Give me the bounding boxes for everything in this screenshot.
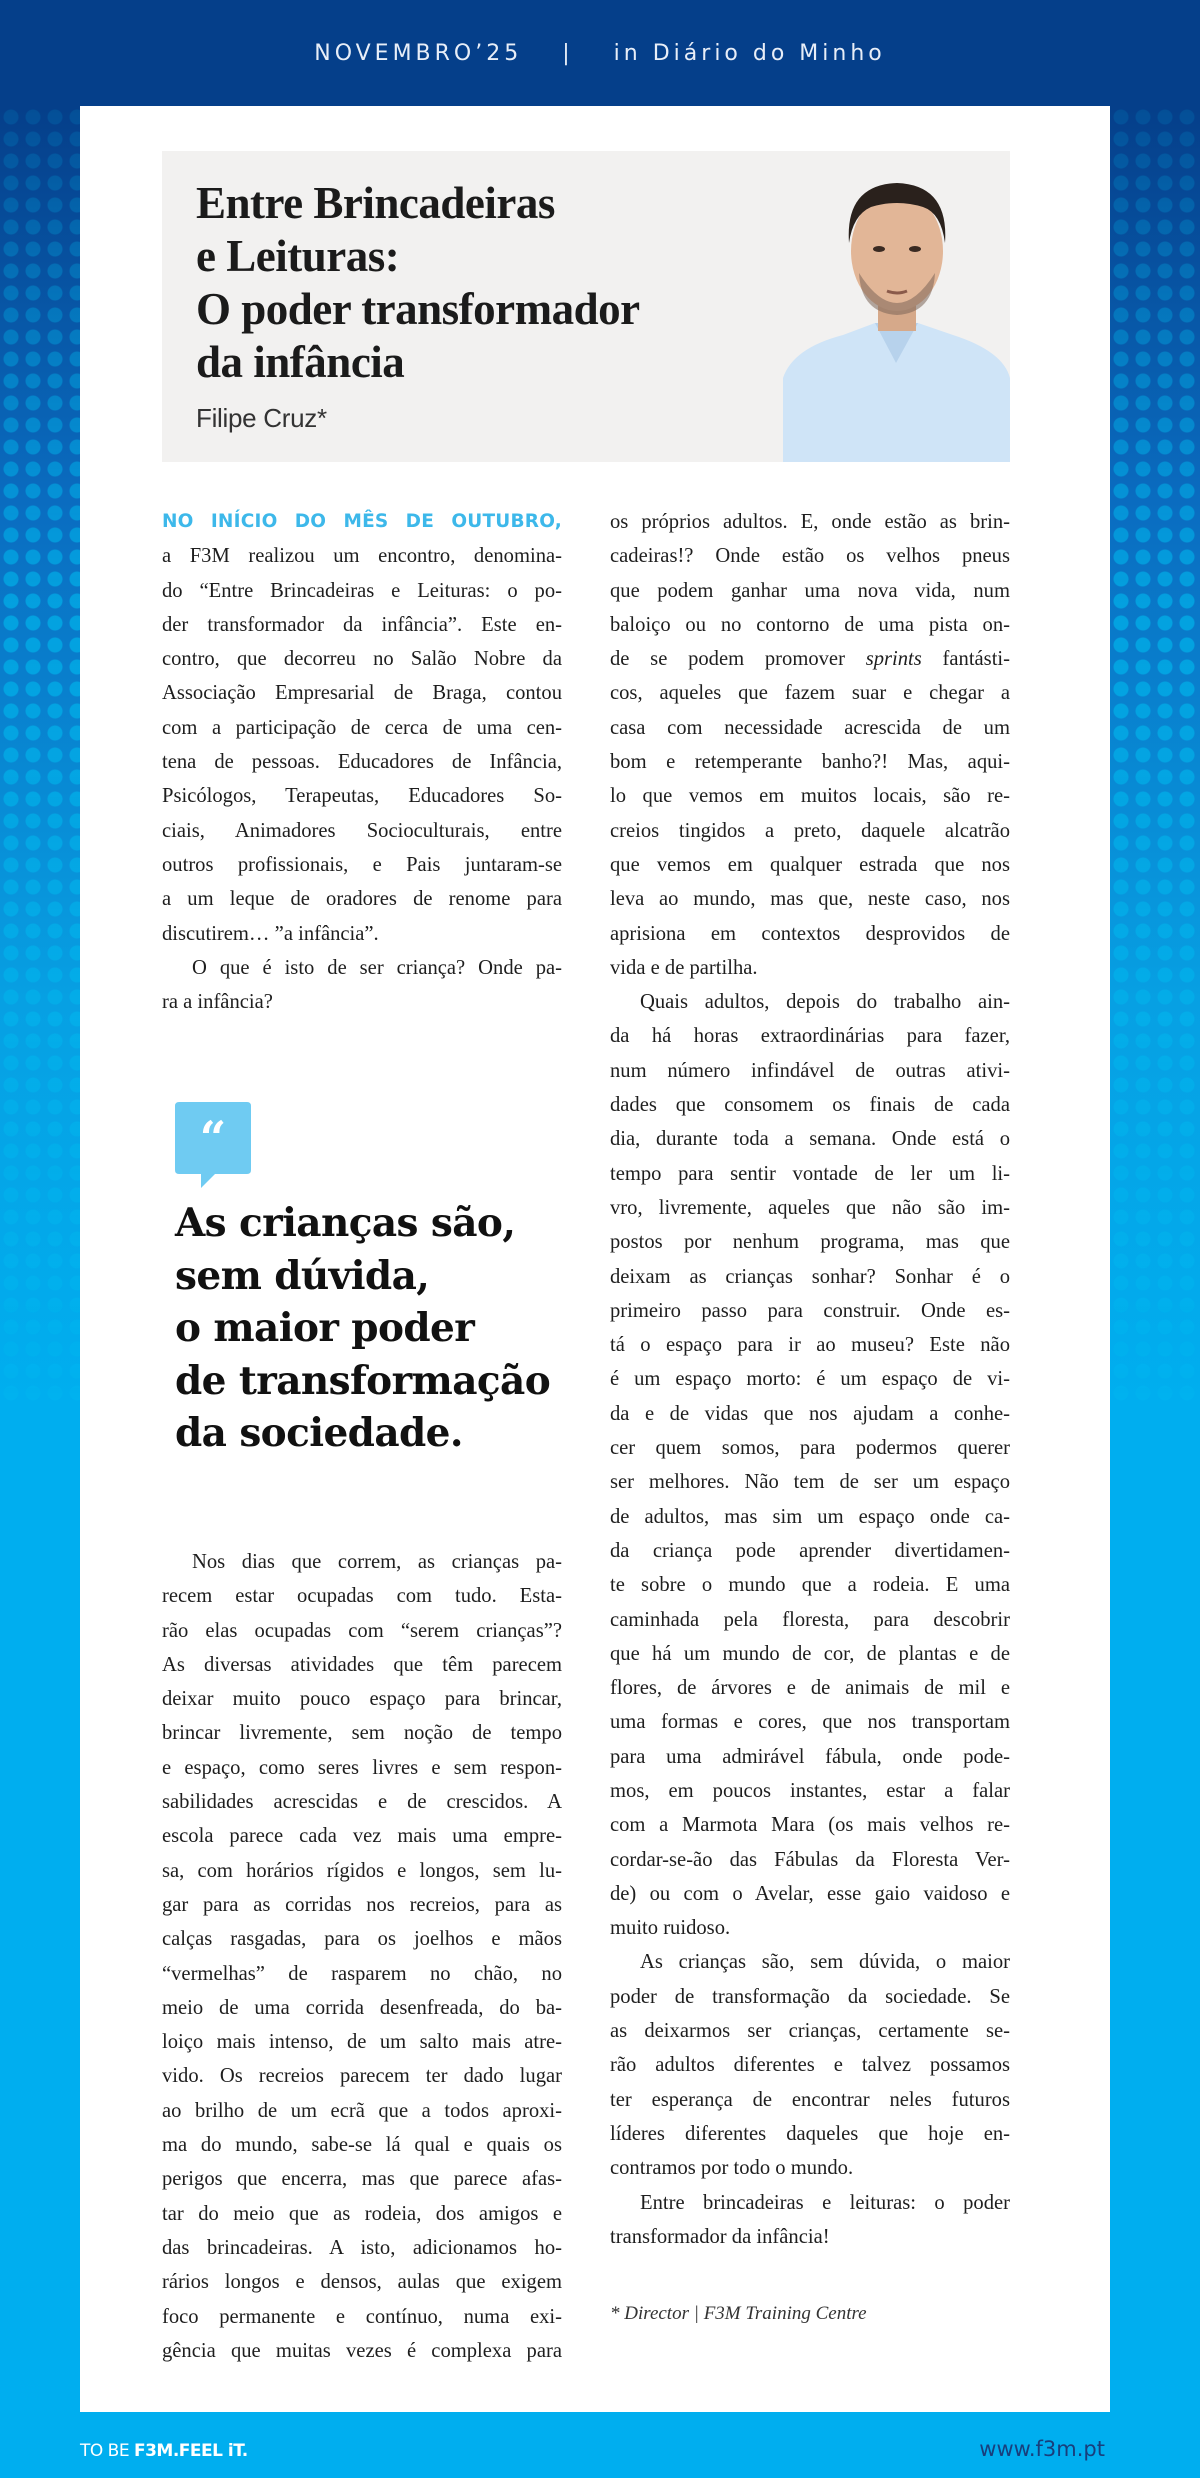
- paragraph: [162, 951, 562, 1020]
- halftone-pattern-left: [0, 106, 80, 1406]
- text-line: rários longos e densos, aulas que exigem: [162, 2271, 562, 2294]
- text-line: que vemos em qualquer estrada que nos: [610, 853, 1010, 876]
- text-line: bom e retemperante banho?! Mas, aqui-: [610, 751, 1010, 774]
- text-line: a um leque de oradores de renome para: [162, 888, 562, 911]
- text-line: das brincadeiras. A isto, adicionamos ho-: [162, 2236, 562, 2259]
- slogan-brand: F3M.FEEL iT.: [133, 2441, 248, 2461]
- text-line: aprisiona em contextos desprovidos de: [610, 922, 1010, 945]
- text-line: da criança pode aprender divertidamen-: [610, 1539, 1010, 1562]
- text-line: Associação Empresarial de Braga, contou: [162, 682, 562, 705]
- text-line: tá o espaço para ir ao museu? Este não: [610, 1334, 1010, 1357]
- text-line: Entre brincadeiras e leituras: o poder: [640, 2191, 1010, 2214]
- issue-date: NOVEMBRO’25: [314, 40, 523, 66]
- paragraph: [610, 985, 1010, 1945]
- text-line: de adultos, mas sim um espaço onde ca-: [610, 1505, 1010, 1528]
- text-line: as deixarmos ser crianças, certamente se-: [610, 2020, 1010, 2043]
- text-line: que podem ganhar uma nova vida, num: [610, 579, 1010, 602]
- text-line: creios tingidos a preto, daquele alcatrão: [610, 819, 1010, 842]
- text-line: tempo para sentir vontade de ler um li-: [610, 1162, 1010, 1185]
- text-line: flores, de árvores e de animais de mil e: [610, 1677, 1010, 1700]
- title-line: e Leituras:: [196, 231, 400, 281]
- page-header: [0, 0, 1200, 106]
- italic-text: sprints: [865, 648, 922, 671]
- text-line: foco permanente e contínuo, numa exi-: [162, 2305, 562, 2328]
- text-line: líderes diferentes daqueles que hoje en-: [610, 2122, 1010, 2145]
- header-separator: |: [562, 40, 574, 66]
- text-segment: fantásti-: [921, 648, 1010, 671]
- pull-quote-line: de transformação: [175, 1357, 551, 1404]
- text-line: com a participação de cerca de uma cen-: [162, 716, 562, 739]
- footer-website-link[interactable]: www.f3m.pt: [979, 2437, 1105, 2461]
- text-line: ter esperança de encontrar neles futuros: [610, 2088, 1010, 2111]
- text-line: meio de uma corrida desenfreada, do ba-: [162, 1996, 562, 2019]
- text-line: sabilidades acrescidas e de crescidos. A: [162, 1791, 562, 1814]
- pull-quote-line: As crianças são,: [175, 1200, 516, 1246]
- lead-in: NO INÍCIO DO MÊS DE OUTUBRO,: [162, 511, 562, 532]
- text-line: contramos por todo o mundo.: [610, 2157, 854, 2180]
- text-line: ser melhores. Não tem de ser um espaço: [610, 1471, 1010, 1494]
- pull-quote: [175, 1197, 550, 1460]
- text-line: vido. Os recreios parecem ter dado lugar: [162, 2065, 562, 2088]
- text-line: baloiço ou no contorno de uma pista on-: [610, 613, 1010, 636]
- text-line: deixam as crianças sonhar? Sonhar é o: [610, 1265, 1010, 1288]
- text-line: cer quem somos, para podermos querer: [610, 1437, 1010, 1460]
- title-line: Entre Brincadeiras: [196, 178, 555, 228]
- text-line: rão elas ocupadas com “serem crianças”?: [162, 1619, 562, 1642]
- text-line: leva ao mundo, mas que, neste caso, nos: [610, 888, 1010, 911]
- text-line: outros profissionais, e Pais juntaram-se: [162, 853, 562, 876]
- paragraph: [162, 1545, 562, 2368]
- text-line: poder de transformação da sociedade. Se: [610, 1985, 1010, 2008]
- text-line: lo que vemos em muitos locais, são re-: [610, 785, 1010, 808]
- text-line: que há um mundo de cor, de plantas e de: [610, 1642, 1010, 1665]
- text-line: os próprios adultos. E, onde estão as brin-: [610, 511, 1010, 533]
- text-line: e espaço, como seres livres e sem respon-: [162, 1756, 562, 1779]
- text-line: postos por nenhum programa, mas que: [610, 1231, 1010, 1254]
- text-line: de) ou com o Avelar, esse gaio vaidoso e: [610, 1882, 1010, 1905]
- text-line: é um espaço morto: é um espaço de vi-: [610, 1368, 1010, 1391]
- text-line: dia, durante toda a semana. Onde está o: [610, 1128, 1010, 1151]
- text-line: Quais adultos, depois do trabalho ain-: [640, 991, 1010, 1014]
- text-line: casa com necessidade acrescida de um: [610, 716, 1010, 739]
- text-line: muito ruidoso.: [610, 1917, 731, 1940]
- text-line: caminhada pela floresta, para descobrir: [610, 1608, 1010, 1631]
- text-line: da e de vidas que nos ajudam a conhe-: [610, 1402, 1010, 1425]
- article-author: Filipe Cruz*: [196, 403, 327, 433]
- text-line: sa, com horários rígidos e longos, sem lu-: [162, 1859, 562, 1882]
- publication-name: [614, 41, 886, 66]
- text-line: mos, em poucos instantes, estar a falar: [610, 1779, 1010, 1802]
- text-line: tar do meio que as rodeia, dos amigos e: [162, 2202, 562, 2225]
- text-line: As crianças são, sem dúvida, o maior: [640, 1951, 1010, 1974]
- pull-quote-line: o maior poder: [175, 1305, 475, 1351]
- text-line: [610, 642, 1010, 676]
- text-line: der transformador da infância”. Este en-: [162, 613, 562, 636]
- text-line: cadeiras!? Onde estão os velhos pneus: [610, 545, 1010, 568]
- text-line: Nos dias que correm, as crianças pa-: [192, 1551, 562, 1573]
- pull-quote-line: da sociedade.: [175, 1410, 463, 1456]
- text-line: transformador da infância!: [610, 2225, 830, 2248]
- footer-slogan: [80, 2441, 248, 2461]
- halftone-pattern-right: [1110, 106, 1200, 1406]
- left-column-top: [162, 505, 562, 1019]
- text-line: primeiro passo para construir. Onde es-: [610, 1299, 1010, 1322]
- text-line: calças rasgadas, para os joelhos e mãos: [162, 1928, 562, 1951]
- text-line: perigos que encerra, mas que parece afas-: [162, 2168, 562, 2191]
- paragraph: [610, 1945, 1010, 2185]
- svg-text:“: “: [199, 1111, 227, 1165]
- paragraph: [610, 2186, 1010, 2255]
- article-title-box: [162, 151, 1010, 462]
- slogan-prefix: TO BE: [80, 2441, 130, 2461]
- text-line: deixar muito pouco espaço para brincar,: [162, 1688, 562, 1711]
- text-line: gar para as corridas nos recreios, para as: [162, 1893, 562, 1916]
- quote-bubble-icon: [175, 1102, 251, 1188]
- paragraph: [610, 505, 1010, 985]
- pull-quote-line: sem dúvida,: [175, 1252, 430, 1299]
- text-line: cos, aqueles que fazem suar e chegar a: [610, 682, 1010, 705]
- text-line: escola parece cada vez mais uma empre-: [162, 1825, 562, 1848]
- text-line: a F3M realizou um encontro, denomina-: [162, 545, 562, 568]
- text-line: uma formas e cores, que nos transportam: [610, 1711, 1010, 1734]
- author-footnote: * Director | F3M Training Centre: [610, 2303, 867, 2324]
- text-line: loiço mais intenso, de um salto mais atre-: [162, 2031, 562, 2054]
- text-line: contro, que decorreu no Salão Nobre da: [162, 648, 562, 671]
- text-line: recem estar ocupadas com tudo. Esta-: [162, 1585, 562, 1608]
- publication-title: Diário do Minho: [652, 40, 886, 66]
- text-line: ma do mundo, sabe-se lá qual e quais os: [162, 2134, 562, 2157]
- text-line: tena de pessoas. Educadores de Infância,: [162, 751, 562, 774]
- text-line: dades que consomem os finais de cada: [610, 1094, 1010, 1117]
- text-segment: de se podem promover: [610, 648, 866, 671]
- title-line: da infância: [196, 337, 405, 387]
- text-line: num número infindável de outras ativi-: [610, 1059, 1010, 1082]
- text-line: da há horas extraordinárias para fazer,: [610, 1025, 1010, 1048]
- text-line: gência que muitas vezes é complexa para: [162, 2339, 562, 2362]
- text-line: cordar-se-ão das Fábulas da Floresta Ver-: [610, 1848, 1010, 1871]
- text-line: te sobre o mundo que a rodeia. E uma: [610, 1574, 1010, 1597]
- text-line: discutirem… ”a infância”.: [162, 922, 379, 945]
- author-photo: [783, 163, 1010, 462]
- text-line: ciais, Animadores Socioculturais, entre: [162, 819, 562, 842]
- text-line: “vermelhas” de rasparem no chão, no: [162, 1962, 562, 1985]
- text-line: vro, livremente, aqueles que não são im-: [610, 1196, 1010, 1219]
- text-line: ao brilho de um ecrã que a todos aproxi-: [162, 2099, 562, 2122]
- text-line: O que é isto de ser criança? Onde pa-: [192, 956, 562, 979]
- text-line: brincar livremente, sem noção de tempo: [162, 1722, 562, 1745]
- text-line: Psicólogos, Terapeutas, Educadores So-: [162, 785, 562, 808]
- article-title: [196, 177, 640, 389]
- text-line: ra a infância?: [162, 991, 273, 1014]
- text-line: do “Entre Brincadeiras e Leituras: o po-: [162, 579, 562, 602]
- title-line: O poder transformador: [196, 284, 640, 334]
- text-line: para uma admirável fábula, onde pode-: [610, 1745, 1010, 1768]
- text-line: rão adultos diferentes e talvez possamos: [610, 2054, 1010, 2077]
- paragraph: [162, 539, 562, 951]
- text-line: com a Marmota Mara (os mais velhos re-: [610, 1814, 1010, 1837]
- left-column-bottom: [162, 1545, 562, 2368]
- text-line: vida e de partilha.: [610, 956, 758, 979]
- text-line: As diversas atividades que têm parecem: [162, 1653, 562, 1676]
- publication-prefix: in: [613, 40, 642, 66]
- right-column: [610, 505, 1010, 2254]
